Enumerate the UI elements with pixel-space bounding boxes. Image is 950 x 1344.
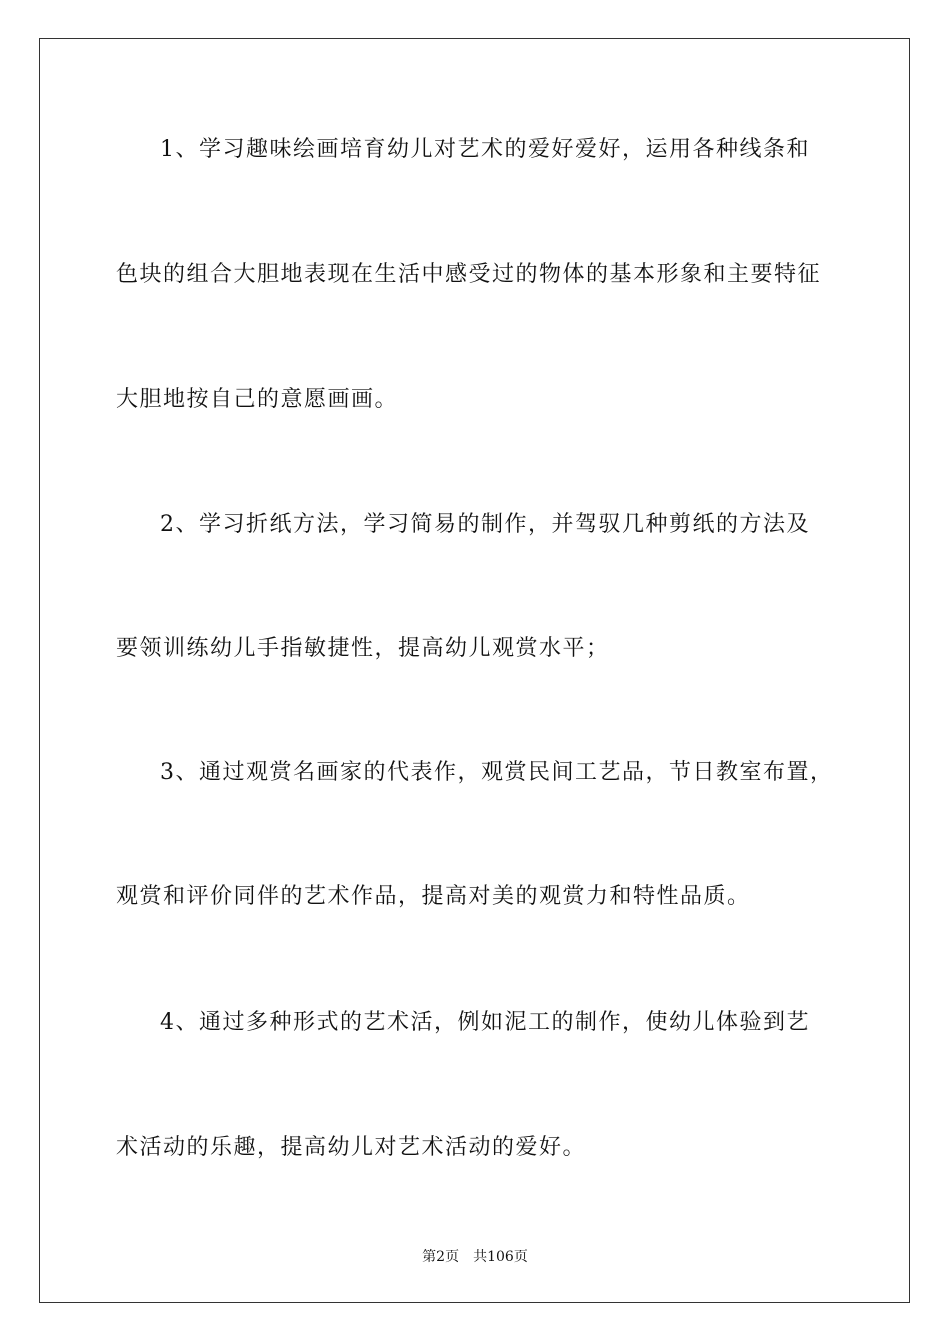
page-number-current: 第2页 bbox=[422, 1249, 460, 1265]
paragraph-4-line-1: 4、通过多种形式的艺术活，例如泥工的制作，使幼儿体验到艺 bbox=[160, 1010, 810, 1035]
paragraph-2-line-1: 2、学习折纸方法，学习简易的制作，并驾驭几种剪纸的方法及 bbox=[160, 512, 810, 537]
paragraph-2-line-2: 要领训练幼儿手指敏捷性，提高幼儿观赏水平； bbox=[116, 636, 610, 661]
page-footer bbox=[0, 1248, 950, 1266]
paragraph-3-line-1: 3、通过观赏名画家的代表作，观赏民间工艺品，节日教室布置， bbox=[160, 760, 834, 785]
paragraph-3-line-2: 观赏和评价同伴的艺术作品，提高对美的观赏力和特性品质。 bbox=[116, 884, 751, 909]
paragraph-4-line-2: 术活动的乐趣，提高幼儿对艺术活动的爱好。 bbox=[116, 1135, 587, 1160]
paragraph-1-line-2: 色块的组合大胆地表现在生活中感受过的物体的基本形象和主要特征 bbox=[116, 262, 822, 287]
page-number-total: 共106页 bbox=[473, 1249, 528, 1265]
page-frame bbox=[39, 38, 910, 1303]
paragraph-1-line-1: 1、学习趣味绘画培育幼儿对艺术的爱好爱好，运用各种线条和 bbox=[160, 137, 810, 162]
paragraph-1-line-3: 大胆地按自己的意愿画画。 bbox=[116, 387, 399, 412]
